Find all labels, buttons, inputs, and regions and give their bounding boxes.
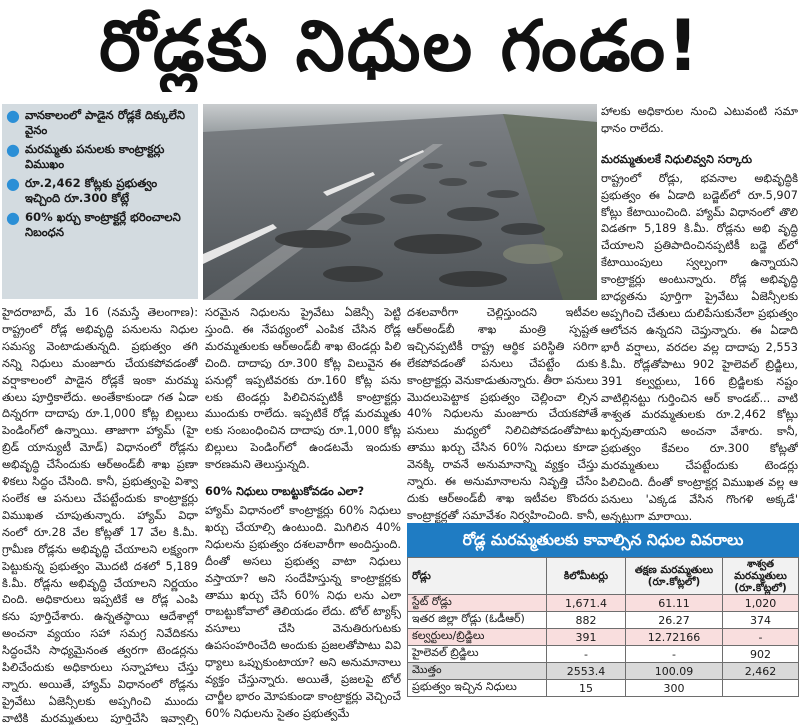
article-text: హాలకు అధికారుల నుంచి ఎటువంటి సమా ధానం రాలేదు.	[601, 105, 798, 135]
repair-funds-table	[407, 557, 799, 697]
table-cell: 61.11	[626, 595, 723, 612]
table-row	[408, 612, 799, 629]
bullet-icon: ●	[6, 174, 20, 193]
table-header-row	[408, 558, 799, 595]
highlight-item	[6, 210, 194, 240]
table-cell: 12.72166	[626, 629, 723, 646]
headline: రోడ్లకు నిధుల గండం!	[99, 5, 701, 87]
table-cell: 1,020	[723, 595, 799, 612]
table-cell: 2,462	[723, 663, 799, 680]
table-header: రోడ్లు	[408, 558, 547, 595]
article-text: హ్యామ్ విధానంలో కాంట్రాక్టర్లు 60% నిధులు ఖర్చు చేయాల్సి ఉంటుంది. మిగిలిన 40% నిధులను ప్రభుత్వం దశలవారీగా అందిస్తుంది. దీంతో అసలు ప్రభుత్వ వాటా నిధులు వస్తాయా? అని సందేహిస్తున్న కాంట్రాక్టర్లకు తాము ఖర్చు చేసే 60% నిధు లను ఎలా రాబట్టుకోవాలో తెలియడం లేదు. టోల్ ట్యాక్స్ వసూలు చేసి వెనుతిరుగుటకు ఉపసంహరించేది అందుకు ప్రజలతోపాటు వివి ధ్యాలు ఒప్పుకుంటాయా? అని అనుమానాలు వ్యక్తం చేస్తున్నారు. అయితే, ప్రజలపై టోల్ చార్జీల భారం మోపకుండా కాంట్రాక్టర్లు వెచ్చించే 60% నిధులను సైతం ప్రభుత్వమే	[205, 503, 401, 720]
article-column-2	[205, 305, 401, 725]
table-cell: కల్వర్టులు/బ్రిడ్జిలు	[408, 629, 547, 646]
article-text: రాష్ట్రంలో రోడ్లు, భవనాల అభివృద్ధికి ప్రభుత్వం ఈ ఏడాది బడ్జెట్‌లో రూ.5,907 కోట్లు కేటాయించింది. హ్యామ్ విధానంలో తొలి విడతగా 5,189 కి.మీ. రోడ్లను అభి వృద్ధి చేయాలని ప్రతిపాదించినప్పటికీ బడ్జె ట్‌లో కేటాయింపులు స్వల్పంగా ఉన్నాయని కాంట్రాక్టర్లు అంటున్నారు. రోడ్ల అభివృద్ధి బాధ్యతను పూర్తిగా ప్రైవేటు ఏజెన్సీలకు అప్పగించి చేతులు దులిపేసుకునేలా ప్రభుత్వం ఆలోచన ఉన్నదని చెప్తున్నారు. ఈ ఏడాది భారీ వర్షాలు, వరదల వల్ల దాదాపు 2,553 కి.మీ. రోడ్లతోపాటు 902 హైలెవల్ బ్రిడ్జిలు, 391 కల్వర్టులు, 166 బ్రిడ్జిలకు నష్టం వాటిల్లినట్టు గుర్తించిన ఆర్ కాండబ్... వాటి శాశ్వత మరమ్మతులకు రూ.2,462 కోట్లు ఖర్చవుతాయని అంచనా వేశారు. కానీ, ప్రభుత్వం కేవలం రూ.300 కోట్లతో మరమ్మతులు చేపట్టేందుకు టెండర్లు పిలిచింది. దీంతో కాంట్రాక్టర్ల విముఖత వల్ల ఆ పనులు 'ఎక్కడ వేసిన గొంగళి అక్కడే' అన్నట్టుగా మారాయి.	[601, 171, 798, 523]
article-text: హైదరాబాద్, మే 16 (నమస్తే తెలంగాణ): రాష్ట్రంలో రోడ్ల అభివృద్ధి పనులను నిధుల సమస్య వెంటాడుతున్నది. ప్రభుత్వం తగి నన్ని నిధులు మంజూరు చేయకపోవడంతో వర్షాకాలంలో పాడైన రోడ్లకే ఇంకా మరమ్మ తులు పూర్తికాలేదు. అంతేకాకుండా గత ఏడా దిన్నరగా దాదాపు రూ.1,000 కోట్ల బిల్లులు పెండింగ్‌లో ఉన్నాయి. తాజాగా హ్యామ్ (హై బ్రిడ్ యాన్యుటీ మోడ్) విధానంలో రోడ్లను అభివృద్ధి చేసేందుకు ఆర్‌అండ్‌బీ శాఖ ప్రణా ళికలు సిద్ధం చేసింది. కానీ, ప్రభుత్వంపై విశ్వా సంలేక ఆ పనులు చేపట్టేందుకు కాంట్రాక్టర్లు విముఖత చూపుతున్నారు. హ్యామ్ విధా నంలో రూ.28 వేల కోట్లతో 17 వేల కి.మీ. గ్రామీణ రోడ్లను అభివృద్ధి చేయాలని లక్ష్యంగా పెట్టుకున్న ప్రభుత్వం మొదటి దశలో 5,189 కి.మీ. రోడ్లను అభివృద్ధి చేయాలని నిర్ణయం చింది. అధికారులు ఇప్పటికే ఆ రోడ్ల ఎంపి కను పూర్తిచేశారు. ఉన్నతస్థాయి ఆదేశాల్లో అంచనా వ్యయం సహా సమగ్ర నివేదికను సిద్ధంచేసి సాధ్యమైనంత త్వరగా టెండర్లను పిలిచేందుకు అధికారులు సన్నాహాలు చేస్తు న్నారు. అయితే, హ్యామ్ విధానంలో రోడ్లను ప్రైవేటు ఏజెన్సీలకు అప్పగించి ముందు వాటికి మరమ్మతులు పూర్తిచేసి ఇవ్వాల్సి	[2, 306, 198, 725]
section-subhead: మరమ్మతులకే నిధులివ్వని సర్కారు	[601, 152, 753, 166]
highlight-text: వానకాలంలో పాడైన రోడ్లకే దిక్కులేని వైనం	[24, 108, 185, 137]
highlights-box	[2, 104, 198, 299]
table-cell	[723, 680, 799, 697]
table-cell: 882	[547, 612, 626, 629]
table-row	[408, 680, 799, 697]
table-header: కిలోమీటర్లు	[547, 558, 626, 595]
table-cell: -	[626, 646, 723, 663]
table-row	[408, 646, 799, 663]
bullet-icon: ●	[6, 140, 20, 159]
table-cell: 902	[723, 646, 799, 663]
article-column-3	[407, 305, 598, 523]
pothole-road-photo	[203, 104, 597, 300]
highlight-item	[6, 176, 194, 206]
table-row	[408, 663, 799, 680]
table-title: రోడ్ల మరమ్మతులకు కావాల్సిన నిధుల వివరాలు	[407, 523, 799, 557]
table-cell: ప్రభుత్వం ఇచ్చిన నిధులు	[408, 680, 547, 697]
highlight-item	[6, 108, 194, 138]
table-cell: 100.09	[626, 663, 723, 680]
table-header: తక్షణ మరమ్మతులు (రూ.కోట్లలో)	[626, 558, 723, 595]
table-cell: 2553.4	[547, 663, 626, 680]
table-cell: 391	[547, 629, 626, 646]
bullet-icon: ●	[6, 106, 20, 125]
highlight-item	[6, 142, 194, 172]
article-text: దశలవారీగా చెల్లిస్తుందని ఇటీవల ఆర్‌అండ్‌బీ శాఖ మంత్రి స్పష్టత ఇచ్చినప్పటికీ రాష్ట్ర ఆర్థిక పరిస్థితి సరిగా లేకపోవడంతో పనులు చేపట్టేం దుకు కాంట్రాక్టర్లు వెనుకాడుతున్నారు. తీరా పనులు మొదలుపెట్టాక ప్రభుత్వం చెల్లించా ల్సిన 40% నిధులను మంజూరు చేయకపోతే పనులు మధ్యలో నిలిచిపోవడంతోపాటు తాము ఖర్చు చేసిన 60% నిధులు కూడా వెనక్కి రావనే అనుమానాన్ని వ్యక్తం చేస్తు న్నారు. ఈ అనుమానాలను నివృత్తి చేసేం దుకు ఆర్‌అండ్‌బీ శాఖ ఇటీవల కొందరు కాంట్రాక్టర్లతో సమావేశం నిర్వహించింది. కానీ,	[407, 306, 598, 522]
table-cell: -	[723, 629, 799, 646]
table-cell: -	[547, 646, 626, 663]
table-cell: స్టేట్ రోడ్లు	[408, 595, 547, 612]
table-cell: మొత్తం	[408, 663, 547, 680]
highlight-text: మరమ్మతు పనులకు కాంట్రాక్టర్లు విముఖం	[24, 142, 165, 171]
section-subhead: 60% నిధులు రాబట్టుకోవడం ఎలా?	[205, 485, 365, 499]
repair-funds-table-box	[407, 523, 799, 728]
table-cell: 374	[723, 612, 799, 629]
highlight-text: రూ.2,462 కోట్లకు ప్రభుత్వం ఇచ్చింది రూ.300 కోట్లే	[24, 176, 158, 205]
table-row	[408, 629, 799, 646]
table-cell: 26.27	[626, 612, 723, 629]
table-header: శాశ్వత మరమ్మతులు (రూ.కోట్లలో)	[723, 558, 799, 595]
article-column-4	[601, 104, 798, 524]
bullet-icon: ●	[6, 208, 20, 227]
table-cell: ఇతర జిల్లా రోడ్లు (ఓడీఆర్)	[408, 612, 547, 629]
article-text: సరమైన నిధులను ప్రైవేటు ఏజెన్సీ పెట్టి స్తుంది. ఈ నేపథ్యంలో ఎంపిక చేసిన రోడ్ల మరమ్మతులకు ఆర్‌అండ్‌బీ శాఖ టెండర్లు పిలి చింది. దాదాపు రూ.300 కోట్ల విలువైన ఈ పనుల్లో ఇప్పటివరకు రూ.160 కోట్ల పను లకు టెండర్లు పిలిచినప్పటికీ కాంట్రాక్టర్లు ముందుకు రాలేదు. ఇప్పటికే రోడ్ల మరమ్మతు లకు సంబంధించిన దాదాపు రూ.1,000 కోట్ల బిల్లులు పెండింగ్‌లో ఉండటమే ఇందుకు కారణమని తెలుస్తున్నది.	[205, 306, 401, 472]
table-row	[408, 595, 799, 612]
table-cell: 1,671.4	[547, 595, 626, 612]
article-column-1	[2, 305, 198, 725]
table-cell: 15	[547, 680, 626, 697]
road-illustration	[203, 104, 597, 300]
highlight-text: 60% ఖర్చు కాంట్రాక్టర్లే భరించాలని నిబంధన	[24, 210, 181, 239]
table-cell: హైలెవల్ బ్రిడ్జిలు	[408, 646, 547, 663]
table-cell: 300	[626, 680, 723, 697]
